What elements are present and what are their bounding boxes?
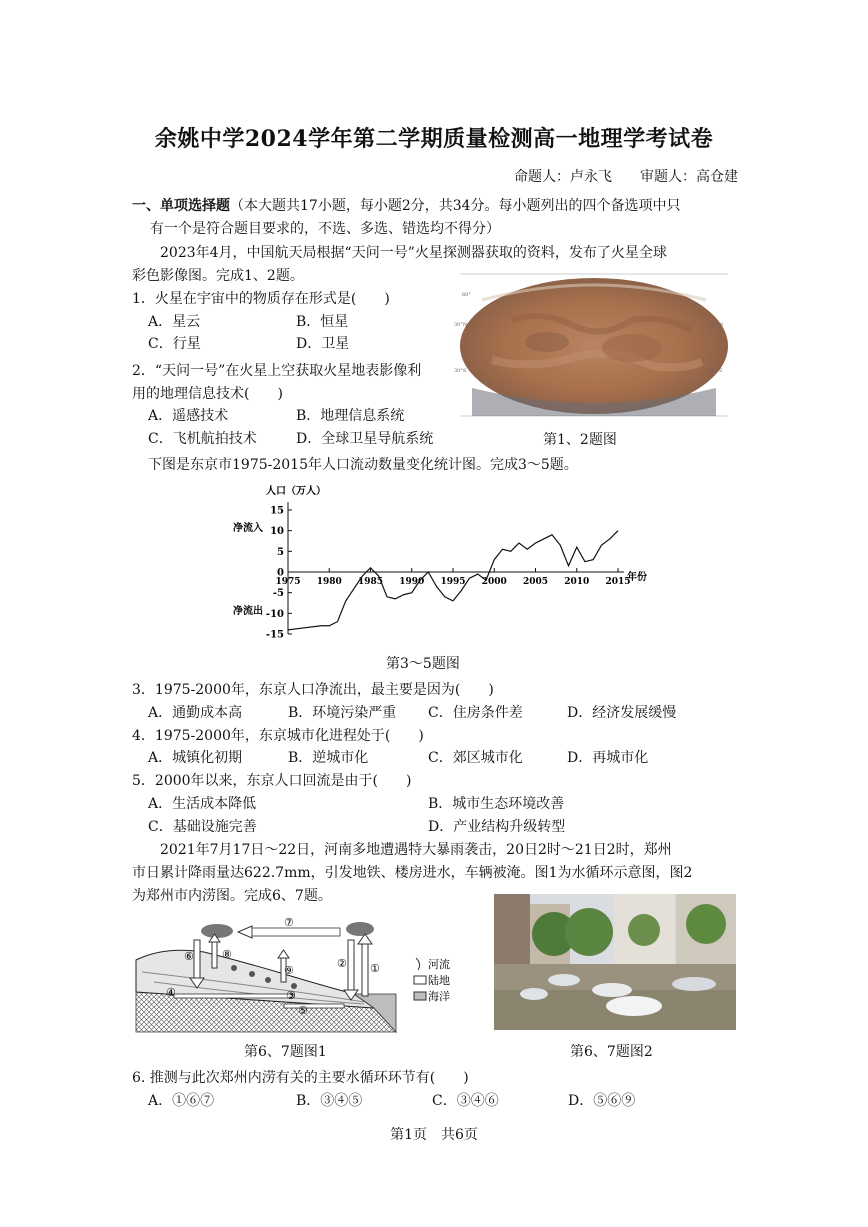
mars-map — [452, 270, 736, 422]
chart-ticks — [266, 506, 631, 641]
q3-stem: 3．1975-2000年，东京人口净流出，最主要是因为( ) — [132, 682, 494, 698]
legend-sea: 海洋 — [428, 990, 450, 1003]
section-title: 一、单项选择题 — [132, 198, 230, 214]
svg-text:30°S: 30°S — [710, 368, 723, 374]
q1-option-a: A．星云 — [148, 314, 201, 330]
label-7: ⑦ — [284, 916, 294, 929]
passage1-line1: 2023年4月，中国航天局根据“天问一号”火星探测器获取的资料，发布了火星全球 — [160, 245, 667, 261]
label-2: ② — [337, 957, 347, 970]
q1-option-d: D．卫星 — [296, 336, 350, 352]
water-cycle-caption: 第6、7题图1 — [244, 1044, 327, 1060]
passage1-line2: 彩色影像图。完成1、2题。 — [132, 268, 304, 284]
label-5: ⑤ — [298, 1004, 308, 1017]
chart-caption: 第3～5题图 — [386, 656, 460, 672]
q3-option-c: C．住房条件差 — [428, 705, 523, 721]
svg-text:30°S: 30°S — [454, 368, 467, 374]
q6-option-d: D．⑤⑥⑨ — [568, 1093, 636, 1109]
x-tick-label: 2010 — [564, 577, 590, 587]
land-legend-icon — [414, 976, 426, 984]
y-tick-label: 5 — [277, 546, 284, 558]
label-3: ③ — [286, 989, 296, 1002]
x-tick-label: 2000 — [481, 577, 507, 587]
q2-stem-2: 用的地理信息技术( ) — [132, 386, 283, 402]
q4-option-b: B．逆城市化 — [288, 750, 369, 766]
x-tick-label: 2005 — [522, 577, 549, 587]
annotation-inflow: 净流入 — [233, 523, 263, 534]
label-9: ⑨ — [284, 964, 294, 977]
q2-stem-1: 2．“天问一号”在火星上空获取火星地表影像利 — [132, 363, 422, 379]
passage3-line1: 2021年7月17日～22日，河南多地遭遇特大暴雨袭击，20日2时～21日2时，郑州 — [160, 842, 672, 858]
page-footer: 第1页 共6页 — [390, 1127, 478, 1143]
y-tick-label: 0 — [277, 567, 284, 579]
sea-legend-icon — [414, 992, 426, 1000]
chart-axes — [288, 502, 624, 634]
q1-option-b: B．恒星 — [296, 314, 349, 330]
mars-caption: 第1、2题图 — [543, 432, 617, 448]
annotation-outflow: 净流出 — [233, 606, 263, 617]
mars-map-graphic — [452, 270, 736, 422]
water-cycle-svg — [134, 912, 470, 1034]
legend-land: 陆地 — [428, 974, 450, 987]
svg-text:60°: 60° — [462, 292, 471, 298]
label-4: ④ — [166, 986, 176, 999]
flood-photo — [494, 894, 736, 1030]
q2-option-d: D．全球卫星导航系统 — [296, 431, 434, 447]
q3-option-b: B．环境污染严重 — [288, 705, 397, 721]
population-chart — [228, 480, 660, 640]
label-6: ⑥ — [184, 950, 194, 963]
flood-photo-graphic — [494, 894, 736, 1030]
svg-text:30°N: 30°N — [454, 322, 468, 328]
passage3-line3: 为郑州市内涝图。完成6、7题。 — [132, 888, 332, 904]
q6-option-c: C．③④⑥ — [432, 1093, 499, 1109]
q4-option-d: D．再城市化 — [567, 750, 649, 766]
river-legend-icon — [416, 958, 420, 970]
q5-stem: 5．2000年以来，东京人口回流是由于( ) — [132, 773, 412, 789]
q6-stem: 6. 推测与此次郑州内涝有关的主要水循环环节有( ) — [132, 1070, 469, 1086]
passage2: 下图是东京市1975-2015年人口流动数量变化统计图。完成3～5题。 — [148, 457, 578, 473]
chart-xlabel: 年份 — [627, 572, 647, 583]
q6-option-b: B．③④⑤ — [296, 1093, 363, 1109]
label-1: ① — [370, 962, 380, 975]
section-desc-1: （本大题共17小题，每小题2分，共34分。每小题列出的四个备选项中只 — [230, 198, 681, 214]
y-tick-label: -10 — [265, 608, 284, 620]
q5-option-d: D．产业结构升级转型 — [428, 819, 566, 835]
q2-option-b: B．地理信息系统 — [296, 408, 405, 424]
population-chart-svg — [228, 480, 660, 640]
q4-option-a: A．城镇化初期 — [148, 750, 243, 766]
q3-option-d: D．经济发展缓慢 — [567, 705, 677, 721]
y-tick-label: -5 — [272, 588, 284, 600]
section-desc-2: 有一个是符合题目要求的，不选、多选、错选均不得分） — [150, 221, 500, 237]
authors: 命题人：卢永飞 审题人：高仓建 — [514, 169, 738, 185]
q5-option-b: B．城市生态环境改善 — [428, 796, 565, 812]
water-cycle-diagram — [134, 912, 470, 1034]
label-8: ⑧ — [222, 948, 232, 961]
x-tick-label: 1985 — [357, 577, 384, 587]
y-tick-label: 10 — [270, 526, 284, 538]
q1-stem: 1．火星在宇宙中的物质存在形式是( ) — [132, 291, 390, 307]
q2-option-a: A．遥感技术 — [148, 408, 229, 424]
y-tick-label: 15 — [270, 505, 284, 517]
x-tick-label: 2015 — [605, 577, 631, 587]
q4-stem: 4．1975-2000年，东京城市化进程处于( ) — [132, 728, 424, 744]
flood-caption: 第6、7题图2 — [570, 1044, 653, 1060]
legend-river: 河流 — [428, 958, 450, 971]
page-title: 余姚中学2024学年第二学期质量检测高一地理学考试卷 — [154, 126, 714, 152]
x-tick-label: 1980 — [316, 577, 342, 587]
q3-option-a: A．通勤成本高 — [148, 705, 243, 721]
x-tick-label: 1995 — [440, 577, 466, 587]
chart-ylabel: 人口（万人） — [266, 486, 326, 497]
q5-option-c: C．基础设施完善 — [148, 819, 257, 835]
section-heading — [132, 196, 681, 216]
x-tick-label: 1990 — [399, 577, 425, 587]
q6-option-a: A．①⑥⑦ — [148, 1093, 215, 1109]
y-tick-label: -15 — [265, 629, 284, 640]
q4-option-c: C．郊区城市化 — [428, 750, 523, 766]
svg-text:30°N: 30°N — [710, 322, 724, 328]
passage3-line2: 市日累计降雨量达622.7mm，引发地铁、楼房进水，车辆被淹。图1为水循环示意图，图2 — [132, 865, 693, 881]
q1-option-c: C．行星 — [148, 336, 201, 352]
q5-option-a: A．生活成本降低 — [148, 796, 257, 812]
x-tick-label: 1975 — [275, 577, 301, 587]
q2-option-c: C．飞机航拍技术 — [148, 431, 257, 447]
